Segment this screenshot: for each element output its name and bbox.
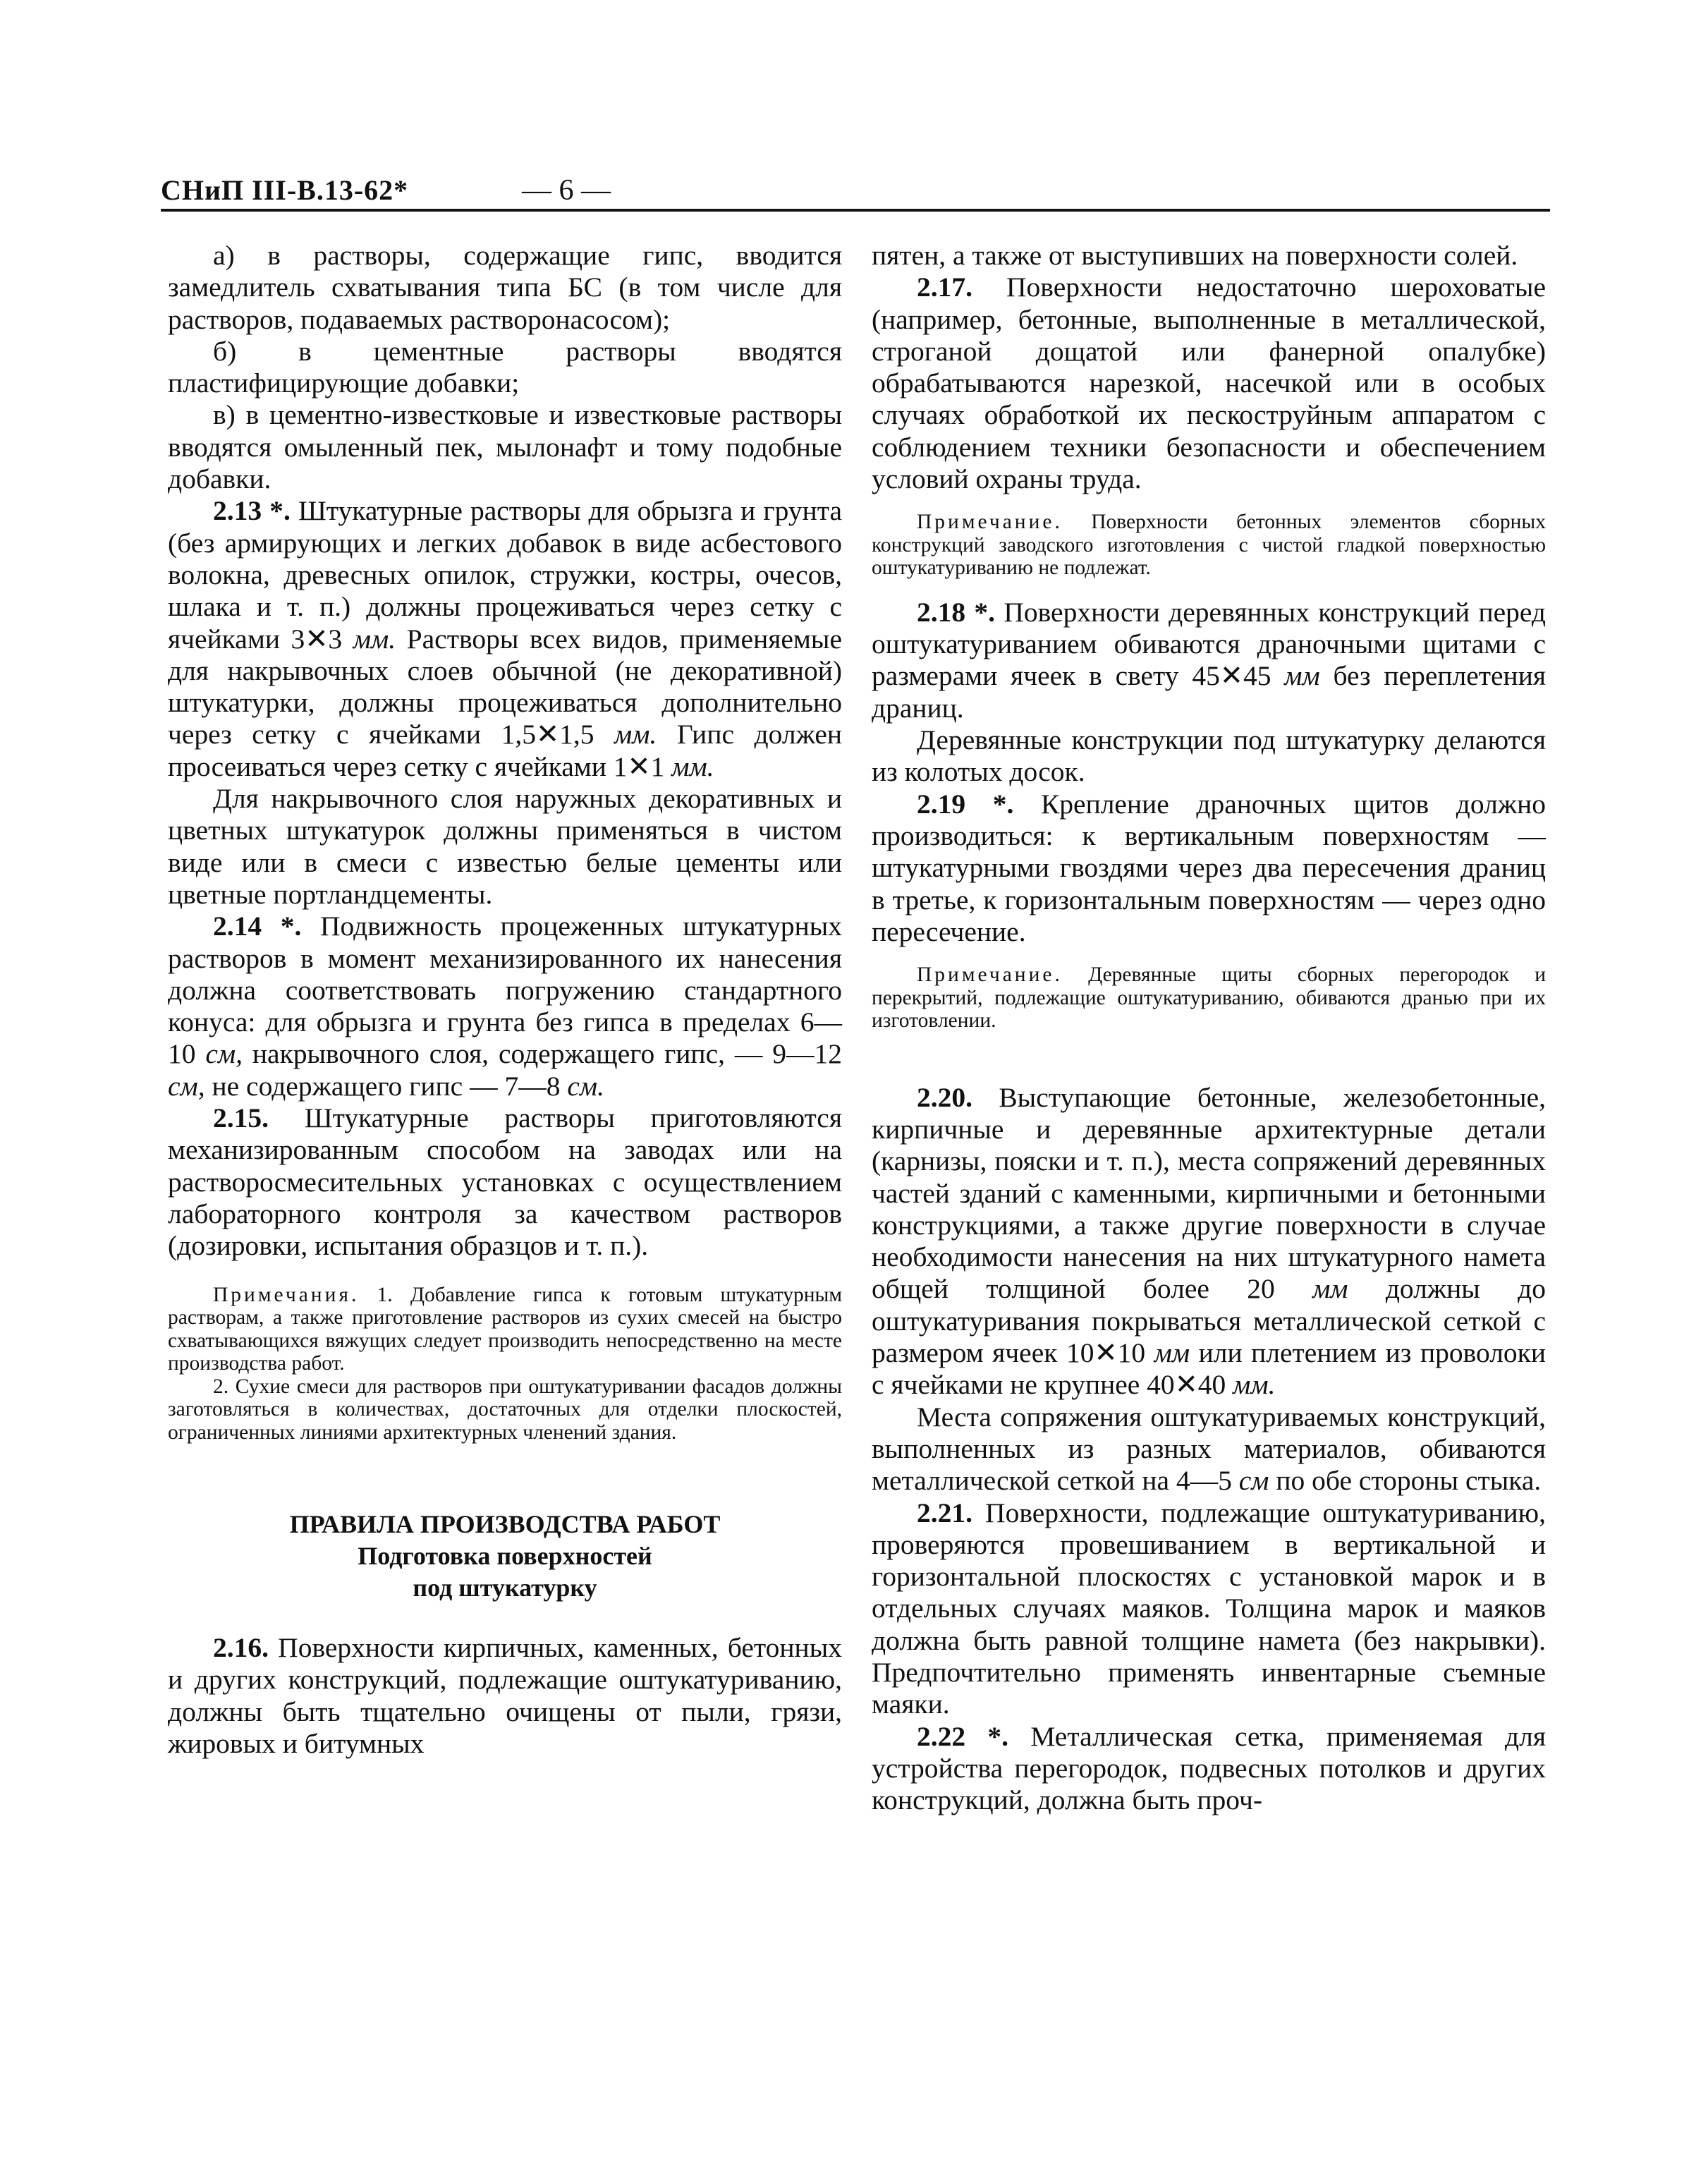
unit-mm: мм. (671, 750, 714, 782)
paragraph-b: б) в цементные растворы вводятся пластифицирующие добавки; (168, 335, 842, 399)
clause-text: Металлическая сетка, применяемая для устройства перегородок, подвесных потолков и других конструкций, должна быть проч- (872, 1720, 1547, 1816)
clause-text: Крепление драночных щитов должно производиться: к вертикальным поверхностям — штукатурными гвоздями через два пересечения драниц в третье, к горизонтальным поверхностям — через одно пересечение. (872, 788, 1546, 947)
clause-text: Гипс должен просеиваться через сетку с ячейками 1 (168, 719, 843, 782)
times-sign: ✕ (1174, 1369, 1198, 1401)
unit-mm: мм. (1233, 1369, 1276, 1401)
clause-text: должны до оштукатуривания покрываться металлической сеткой с размером ячеек 10 (872, 1273, 1546, 1369)
clause-number: 2.17. (917, 272, 972, 303)
spacer (872, 1033, 1546, 1082)
clause-text: Штукатурные растворы приготовляются механизированным способом на заводах или на растворосмесительных установках с осуществлением лабораторного контроля за качеством растворов (дозировки, испытания образцов и т. п.). (168, 1102, 842, 1262)
page-header (161, 169, 1550, 212)
times-sign: ✕ (535, 719, 560, 750)
paragraph-c: в) в цементно-известковые и известковые растворы вводятся омыленный пек, мылонафт и тому подобные добавки. (168, 399, 842, 495)
clause-number: 2.14 *. (213, 911, 302, 942)
note-2-19 (872, 963, 1546, 1033)
clause-text: 10 (1117, 1337, 1154, 1369)
clause-number: 2.15. (213, 1102, 269, 1134)
clause-2-20 (872, 1082, 1546, 1401)
clause-text: накрывочного слоя, содержащего гипс, — 9—12 (243, 1038, 842, 1070)
clause-text: 40 (1197, 1369, 1233, 1401)
clause-text: Поверхности деревянных конструкций перед оштукатуриванием обиваются драночными щитами с размерами ячеек в свету 45 (872, 596, 1546, 692)
note-label: Примечание. (917, 963, 1063, 987)
unit-cm: см, (205, 1038, 243, 1070)
spacer (872, 495, 1546, 511)
times-sign: ✕ (1094, 1337, 1118, 1369)
note-text: Поверхности бетонных элементов сборных конструкций заводского изготовления с чистой гладкой поверхностью оштукатуриванию не подлежат. (872, 511, 1546, 580)
unit-mm: мм. (353, 623, 396, 655)
clause-text: без переплетения драниц. (872, 660, 1546, 724)
spacer (168, 1263, 842, 1284)
paragraph-joints (872, 1401, 1546, 1497)
clause-2-22 (872, 1721, 1546, 1817)
clause-2-14 (168, 911, 842, 1102)
subsection-heading-line1: Подготовка поверхностей (358, 1542, 652, 1570)
section-heading: ПРАВИЛА ПРОИЗВОДСТВА РАБОТ (289, 1510, 721, 1538)
unit-mm: мм. (614, 719, 657, 750)
unit-cm: см (1238, 1465, 1269, 1497)
clause-2-17 (872, 272, 1546, 495)
unit-cm: см. (567, 1070, 604, 1102)
left-column (168, 240, 842, 1760)
clause-number: 2.19 *. (917, 788, 1014, 820)
note-2-17 (872, 511, 1546, 580)
clause-text: Поверхности недостаточно шероховатые (например, бетонные, выполненные в металлической, строганой дощатой или фанерной опалубке) обрабатываются нарезкой, насечкой или в особых случаях обработкой их пескоструйным аппаратом с соблюдением техники безопасности и обеспечением условий охраны труда. (872, 272, 1546, 495)
header-rule (161, 209, 1550, 212)
spacer (168, 1604, 842, 1632)
clause-number: 2.22 *. (917, 1720, 1008, 1752)
times-sign: ✕ (1219, 660, 1243, 692)
notes-2-15-1 (168, 1284, 842, 1375)
page-number: — 6 — (522, 174, 611, 207)
paragraph-a: а) в растворы, содержащие гипс, вводится замедлитель схватывания типа БС (в том числе для растворов, подаваемых растворонасосом); (168, 240, 842, 335)
note-label: Примечание. (917, 511, 1063, 534)
clause-text: Подвижность процеженных штукатурных растворов в момент механизированного их нанесения должна соответствовать погружению стандартного конуса: для обрызга и грунта без гипса в пределах 6—10 (168, 911, 843, 1070)
clause-2-19 (872, 789, 1546, 948)
times-sign: ✕ (305, 623, 329, 655)
clause-text: или плетением из проволоки с ячейками не крупнее 40 (872, 1337, 1546, 1401)
document-code: СНиП III-В.13-62* (161, 174, 409, 206)
clause-2-15 (168, 1102, 842, 1262)
unit-mm: мм (1284, 660, 1320, 692)
clause-2-21 (872, 1497, 1546, 1721)
clause-2-13 (168, 495, 842, 783)
clause-text: 1 (650, 750, 672, 782)
notes-2-15-2: 2. Сухие смеси для растворов при оштукатуривании фасадов должны заготовляться в количествах, достаточных для отделки плоскостей, ограниченных линиями архитектурных членений здания. (168, 1375, 842, 1444)
clause-text: Растворы всех видов, применяемые для накрывочных слоев обычной (не декоративной) штукатурки, должны процеживаться дополнительно через сетку с ячейками 1,5 (168, 623, 842, 750)
unit-mm: мм (1312, 1273, 1348, 1305)
spacer (168, 1444, 842, 1509)
clause-text: Поверхности кирпичных, каменных, бетонных и других конструкций, подлежащие оштукатуриванию, должны быть тщательно очищены от пыли, грязи, жировых и битумных (168, 1632, 842, 1759)
clause-number: 2.21. (917, 1497, 972, 1528)
clause-text: Поверхности, подлежащие оштукатуриванию, проверяются провешиванием в вертикальной и горизонтальной плоскостях с установкой марок и в отдельных случаях маяков. Толщина марок и маяков должна быть равной толщине намета (без накрывки). Предпочтительно применять инвентарные съемные маяки. (872, 1497, 1546, 1720)
spacer (872, 580, 1546, 597)
note-text: 1. Добавление гипса к готовым штукатурным растворам, а также приготовление растворов из сухих смесей на быстро схватывающихся вяжущих следует производить непосредственно на месте производства работ. (168, 1283, 842, 1375)
clause-text: Штукатурные растворы для обрызга и грунта (без армирующих и легких добавок в виде асбестового волокна, древесных опилок, стружки, костры, очесов, шлака и т. п.) должны процеживаться через сетку с ячейками 3 (168, 495, 843, 655)
clause-text: 1,5 (559, 719, 615, 750)
note-label: Примечания. (213, 1283, 360, 1306)
paragraph-text: Места сопряжения оштукатуриваемых конструкций, выполненных из разных материалов, обиваются металлической сеткой на 4—5 (872, 1401, 1546, 1497)
spacer (872, 948, 1546, 963)
unit-mm: мм (1154, 1337, 1190, 1369)
paragraph-continuation: пятен, а также от выступивших на поверхности солей. (872, 240, 1518, 271)
clause-2-16 (168, 1632, 842, 1760)
paragraph-text: по обе стороны стыка. (1269, 1465, 1542, 1497)
clause-text: Выступающие бетонные, железобетонные, кирпичные и деревянные архитектурные детали (карнизы, пояски и т. п.), места сопряжений деревянных частей зданий с каменными, кирпичными и бетонными конструкциями, а также другие поверхности в случае необходимости нанесения на них штукатурного намета общей толщиной более 20 (872, 1081, 1546, 1305)
paragraph-decorative-plaster: Для накрывочного слоя наружных декоративных и цветных штукатурок должны применяться в чистом виде или в смеси с известью белые цементы или цветные портландцементы. (168, 783, 842, 910)
clause-number: 2.18 *. (917, 596, 996, 628)
paragraph-wooden-structures: Деревянные конструкции под штукатурку делаются из колотых досок. (872, 724, 1546, 788)
clause-number: 2.20. (917, 1081, 972, 1113)
right-column (872, 240, 1546, 1816)
unit-cm: см, (168, 1070, 205, 1102)
clause-2-18 (872, 597, 1546, 724)
clause-number: 2.13 *. (213, 495, 291, 527)
times-sign: ✕ (627, 750, 651, 782)
clause-text: не содержащего гипс — 7—8 (205, 1070, 568, 1102)
note-text: Деревянные щиты сборных перегородок и перекрытий, подлежащие оштукатуриванию, обиваются дранью при их изготовлении. (872, 963, 1546, 1033)
clause-text: 3 (328, 623, 353, 655)
subsection-heading-line2: под штукатурку (413, 1574, 597, 1602)
clause-number: 2.16. (213, 1632, 269, 1663)
clause-text: 45 (1243, 660, 1285, 692)
